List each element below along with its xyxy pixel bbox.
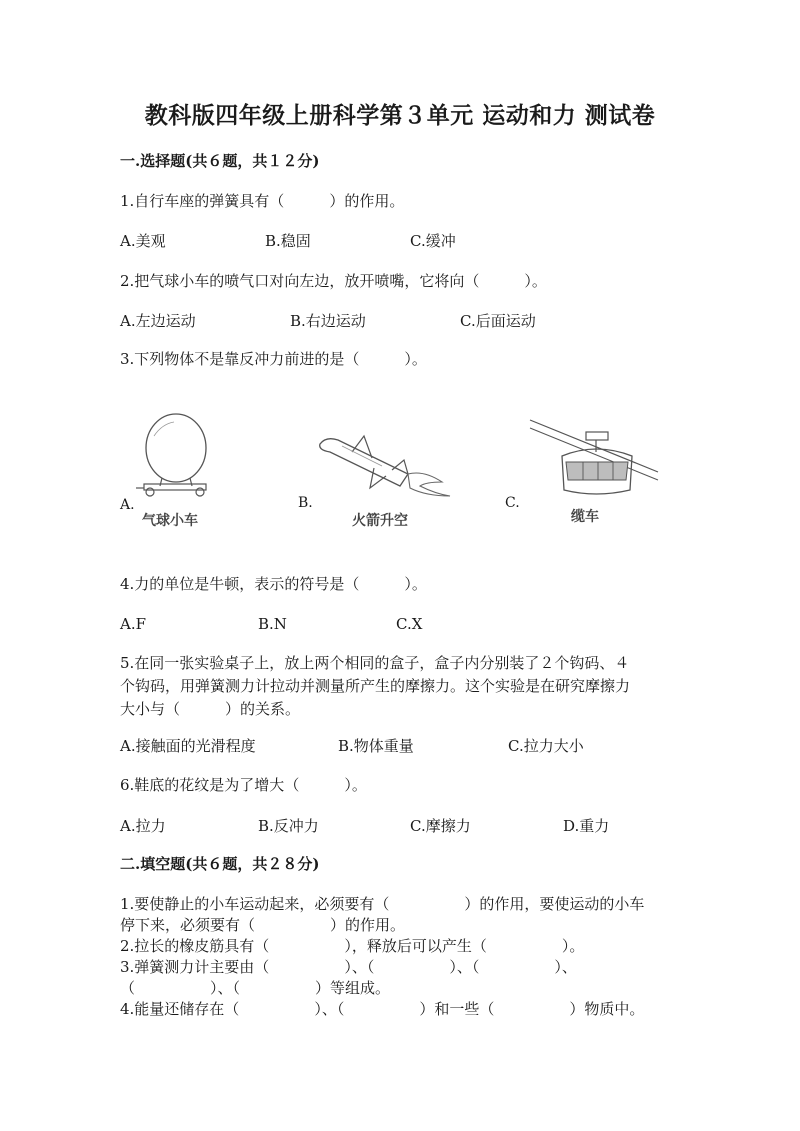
q3-option-a-letter: A. [120, 497, 135, 513]
fill-line: 4.能量还储存在（ ）、（ ）和一些（ ）物质中。 [120, 1000, 645, 1018]
question-5-line: 个钩码，用弹簧测力计拉动并测量所产生的摩擦力。这个实验是在研究摩擦力 [120, 677, 631, 695]
q4-option-a: A.F [120, 615, 147, 633]
q1-option-c: C.缓冲 [410, 232, 456, 250]
section-heading-choice: 一.选择题(共６题，共１２分) [120, 152, 320, 170]
q5-option-b: B.物体重量 [338, 737, 414, 755]
balloon-car-icon [132, 412, 222, 497]
fill-line: 1.要使静止的小车运动起来，必须要有（ ）的作用，要使运动的小车 [120, 895, 645, 913]
q3-option-c-letter: C. [505, 495, 520, 511]
section-heading-fill: 二.填空题(共６题，共２８分) [120, 855, 320, 873]
q3-option-c-caption: 缆车 [571, 509, 599, 525]
q4-option-b: B.N [258, 615, 287, 633]
q1-option-a: A.美观 [120, 232, 166, 250]
q5-option-a: A.接触面的光滑程度 [120, 737, 256, 755]
q4-option-c: C.X [396, 615, 423, 633]
q3-option-a-caption: 气球小车 [142, 513, 198, 529]
q3-option-b-caption: 火箭升空 [352, 513, 408, 529]
page-title: 教科版四年级上册科学第３单元 运动和力 测试卷 [144, 102, 656, 129]
q2-option-a: A.左边运动 [120, 312, 196, 330]
q2-option-c: C.后面运动 [460, 312, 536, 330]
q5-option-c: C.拉力大小 [508, 737, 584, 755]
q2-option-b: B.右边运动 [290, 312, 366, 330]
q6-option-a: A.拉力 [120, 817, 166, 835]
question-4: 4.力的单位是牛顿，表示的符号是（ ）。 [120, 575, 427, 593]
fill-line: 停下来，必须要有（ ）的作用。 [120, 916, 406, 934]
rocket-icon [312, 430, 457, 502]
q1-option-b: B.稳固 [265, 232, 311, 250]
cable-car-icon [528, 412, 660, 502]
question-6: 6.鞋底的花纹是为了增大（ ）。 [120, 776, 367, 794]
question-1: 1.自行车座的弹簧具有（ ）的作用。 [120, 192, 405, 210]
question-5-line: 大小与（ ）的关系。 [120, 700, 301, 718]
question-3: 3.下列物体不是靠反冲力前进的是（ ）。 [120, 350, 427, 368]
q6-option-c: C.摩擦力 [410, 817, 471, 835]
question-5-line: 5.在同一张实验桌子上，放上两个相同的盒子，盒子内分别装了２个钩码、４ [120, 654, 630, 672]
fill-line: 3.弹簧测力计主要由（ ）、（ ）、（ ）、 [120, 958, 577, 976]
question-5 [120, 652, 690, 721]
q3-option-b-letter: B. [298, 495, 313, 511]
q6-option-d: D.重力 [563, 817, 610, 835]
fill-line: （ ）、（ ）等组成。 [120, 979, 391, 997]
question-2: 2.把气球小车的喷气口对向左边，放开喷嘴，它将向（ ）。 [120, 272, 547, 290]
fill-line: 2.拉长的橡皮筋具有（ ），释放后可以产生（ ）。 [120, 937, 585, 955]
q6-option-b: B.反冲力 [258, 817, 319, 835]
